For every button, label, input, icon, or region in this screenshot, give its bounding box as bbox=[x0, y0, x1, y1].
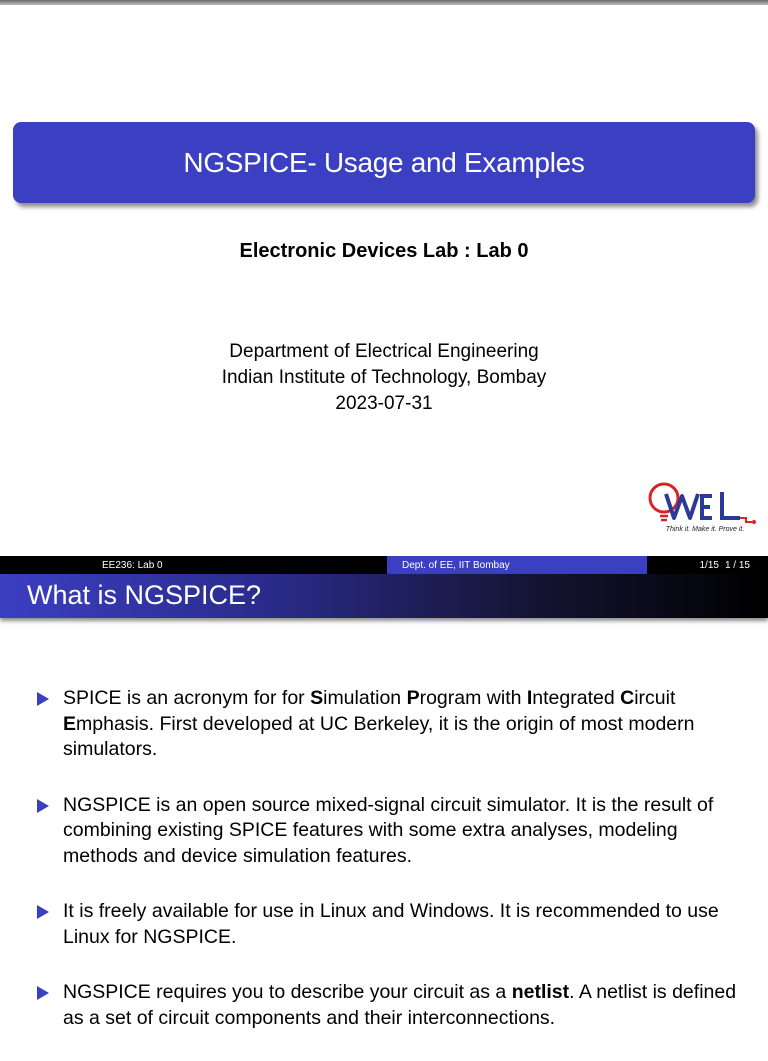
footer-middle bbox=[387, 556, 647, 574]
date-line: 2023-07-31 bbox=[335, 393, 433, 414]
department-line: Department of Electrical Engineering bbox=[229, 341, 539, 362]
footer-dept: Dept. of EE, IIT Bombay bbox=[402, 559, 510, 571]
bullet-item: NGSPICE is an open source mixed-signal circuit simulator. It is the result of combining existing SPICE features with some extra analyses, modeling methods and device simulation features. bbox=[35, 793, 755, 870]
frame-title: What is NGSPICE? bbox=[27, 579, 262, 610]
frame-title-bar bbox=[0, 574, 768, 618]
bullet-arrow-icon bbox=[37, 692, 49, 706]
presentation-subtitle: Electronic Devices Lab : Lab 0 bbox=[239, 240, 529, 262]
footer-course: EE236: Lab 0 bbox=[102, 559, 163, 571]
footer-right bbox=[647, 556, 768, 574]
bullet-arrow-icon bbox=[37, 986, 49, 1000]
presentation-title: NGSPICE- Usage and Examples bbox=[183, 146, 585, 178]
title-banner bbox=[13, 122, 755, 203]
bullet-arrow-icon bbox=[37, 799, 49, 813]
logo-tagline: Think it. Make it. Prove it. bbox=[665, 526, 745, 533]
bullet-item: It is freely available for use in Linux and Windows. It is recommended to use Linux for NGSPICE. bbox=[35, 899, 755, 950]
footer-page-number: 1/15 bbox=[699, 559, 719, 571]
bullet-item: SPICE is an acronym for for Simulation Program with Integrated Circuit Emphasis. First developed at UC Berkeley, it is the origin of most modern simulators. bbox=[35, 686, 755, 763]
bullet-arrow-icon bbox=[37, 905, 49, 919]
institute-line: Indian Institute of Technology, Bombay bbox=[221, 367, 547, 388]
footer-page-total: 1 / 15 bbox=[724, 559, 750, 571]
bullet-list bbox=[35, 686, 755, 1061]
top-border bbox=[0, 0, 768, 5]
institute-block bbox=[0, 339, 768, 417]
bullet-item: NGSPICE requires you to describe your circuit as a netlist. A netlist is defined as a set of circuit components and their interconnections. bbox=[35, 980, 755, 1031]
footer-left bbox=[0, 556, 387, 574]
slide-footer bbox=[0, 556, 768, 574]
